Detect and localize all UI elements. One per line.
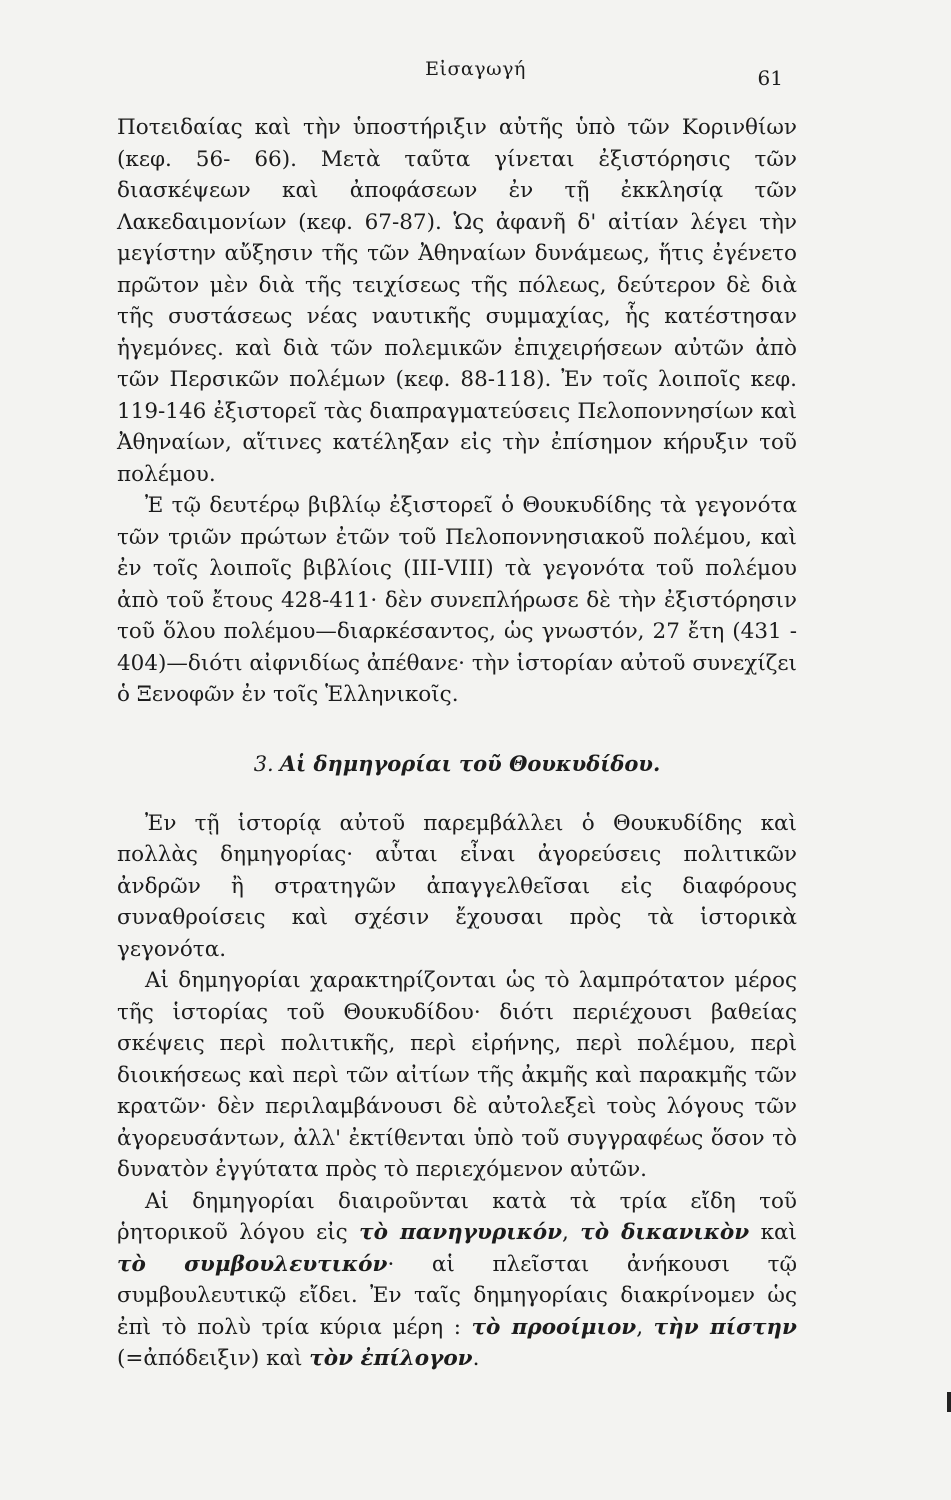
p5-text-2: , [562, 1220, 581, 1245]
section-heading [117, 751, 797, 776]
paragraph-1: Ποτειδαίας καὶ τὴν ὑποστήριξιν αὐτῆς ὑπὸ τῶν Κορινθίων (κεφ. 56- 66). Μετὰ ταῦτα γίνεται ἐξιστόρησις τῶν διασκέψεων καὶ ἀποφάσεων ἐν τῇ ἐκκλησίᾳ τῶν Λακεδαιμονίων (κεφ. 67-87). Ὡς ἀφανῆ δ' αἰτίαν λέγει τὴν μεγίστην αὔξησιν τῆς τῶν Ἀθηναίων δυνάμεως, ἥτις ἐγένετο πρῶτον μὲν διὰ τῆς τειχίσεως τῆς πόλεως, δεύτερον δὲ διὰ τῆς συστάσεως νέας ναυτικῆς συμμαχίας, ἧς κατέστησαν ἡγεμόνες. καὶ διὰ τῶν πολεμικῶν ἐπιχειρήσεων αὐτῶν ἀπὸ τῶν Περσικῶν πολέμων (κεφ. 88-118). Ἐν τοῖς λοιποῖς κεφ. 119-146 ἐξιστορεῖ τὰς διαπραγματεύσεις Πελοποννησίων καὶ Ἀθηναίων, αἵτινες κατέληξαν εἰς τὴν ἐπίσημον κήρυξιν τοῦ πολέμου. [117, 115, 797, 487]
term-pistin: τὴν πίστην [653, 1314, 797, 1340]
paragraph-5 [117, 1186, 797, 1375]
p5-text-6: (=ἀπόδειξιν) καὶ [117, 1346, 310, 1371]
scan-edge-mark [947, 1392, 951, 1412]
term-panegyrikon: τὸ πανηγυρικόν [359, 1220, 562, 1245]
running-title: Εἰσαγωγή [425, 58, 526, 80]
p5-text-3: καὶ [749, 1220, 797, 1245]
paragraph-2: Ἐ τῷ δευτέρῳ βιβλίῳ ἐξιστορεῖ ὁ Θουκυδίδης τὰ γεγονότα τῶν τριῶν πρώτων ἐτῶν τοῦ Πελοποννησιακοῦ πολέμου, καὶ ἐν τοῖς λοιποῖς βιβλίοις (ΙΙΙ-VIII) τὰ γεγονότα τοῦ πολέμου ἀπὸ τοῦ ἔτους 428-411· δὲν συνεπλήρωσε δὲ τὴν ἐξιστόρησιν τοῦ ὅλου πολέμου—διαρκέσαντος, ὡς γνωστόν, 27 ἔτη (431 - 404)—διότι αἰφνιδίως ἀπέθανε· τὴν ἱστορίαν αὐτοῦ συνεχίζει ὁ Ξενοφῶν ἐν τοῖς Ἑλληνικοῖς. [117, 493, 797, 707]
term-prooimion: τὸ προοίμιον [471, 1314, 637, 1340]
page-header [0, 58, 951, 92]
page-number: 61 [757, 66, 783, 90]
p5-text-5: , [636, 1314, 654, 1340]
paragraph-4: Αἱ δημηγορίαι χαρακτηρίζονται ὡς τὸ λαμπρότατον μέρος τῆς ἱστορίας τοῦ Θουκυδίδου· διότι περιέχουσι βαθείας σκέψεις περὶ πολιτικῆς, περὶ εἰρήνης, περὶ πολέμου, περὶ διοικήσεως καὶ περὶ τῶν αἰτίων τῆς ἀκμῆς καὶ παρακμῆς τῶν κρατῶν· δὲν περιλαμβάνουσι δὲ αὐτολεξεὶ τοὺς λόγους τῶν ἀγορευσάντων, ἀλλ' ἐκτίθενται ὑπὸ τοῦ συγγραφέως ὅσον τὸ δυνατὸν ἐγγύτατα πρὸς τὸ περιεχόμενον αὐτῶν. [117, 968, 797, 1182]
section-number: 3. [253, 751, 274, 776]
section-title: Αἱ δημηγορίαι τοῦ Θουκυδίδου. [279, 750, 661, 776]
paragraph-3: Ἐν τῇ ἱστορίᾳ αὐτοῦ παρεμβάλλει ὁ Θουκυδίδης καὶ πολλὰς δημηγορίας· αὗται εἶναι ἀγορεύσεις πολιτικῶν ἀνδρῶν ἢ στρατηγῶν ἀπαγγελθεῖσαι εἰς διαφόρους συναθροίσεις καὶ σχέσιν ἔχουσαι πρὸς τὰ ἱστορικὰ γεγονότα. [117, 810, 797, 962]
p5-text-4: · αἱ πλεῖσται ἀνήκουσι τῷ συμβουλευτικῷ εἴδει. Ἐν ταῖς δημηγορίαις διακρίνομεν ὡς ἐπὶ τὸ πολὺ τρία κύρια μέρη : [117, 1251, 798, 1340]
term-epilogon: τὸν ἐπίλογον [309, 1346, 473, 1371]
term-symbouleutikon: τὸ συμβουλευτικόν [117, 1251, 388, 1277]
page-body [117, 112, 797, 1375]
p5-text-7: . [472, 1346, 480, 1371]
term-dikanikon: τὸ δικανικὸν [580, 1220, 750, 1245]
p5-text-1: Αἱ δημηγορίαι διαιροῦνται κατὰ τὰ τρία εἴδη τοῦ ῥητορικοῦ λόγου εἰς [117, 1188, 797, 1245]
